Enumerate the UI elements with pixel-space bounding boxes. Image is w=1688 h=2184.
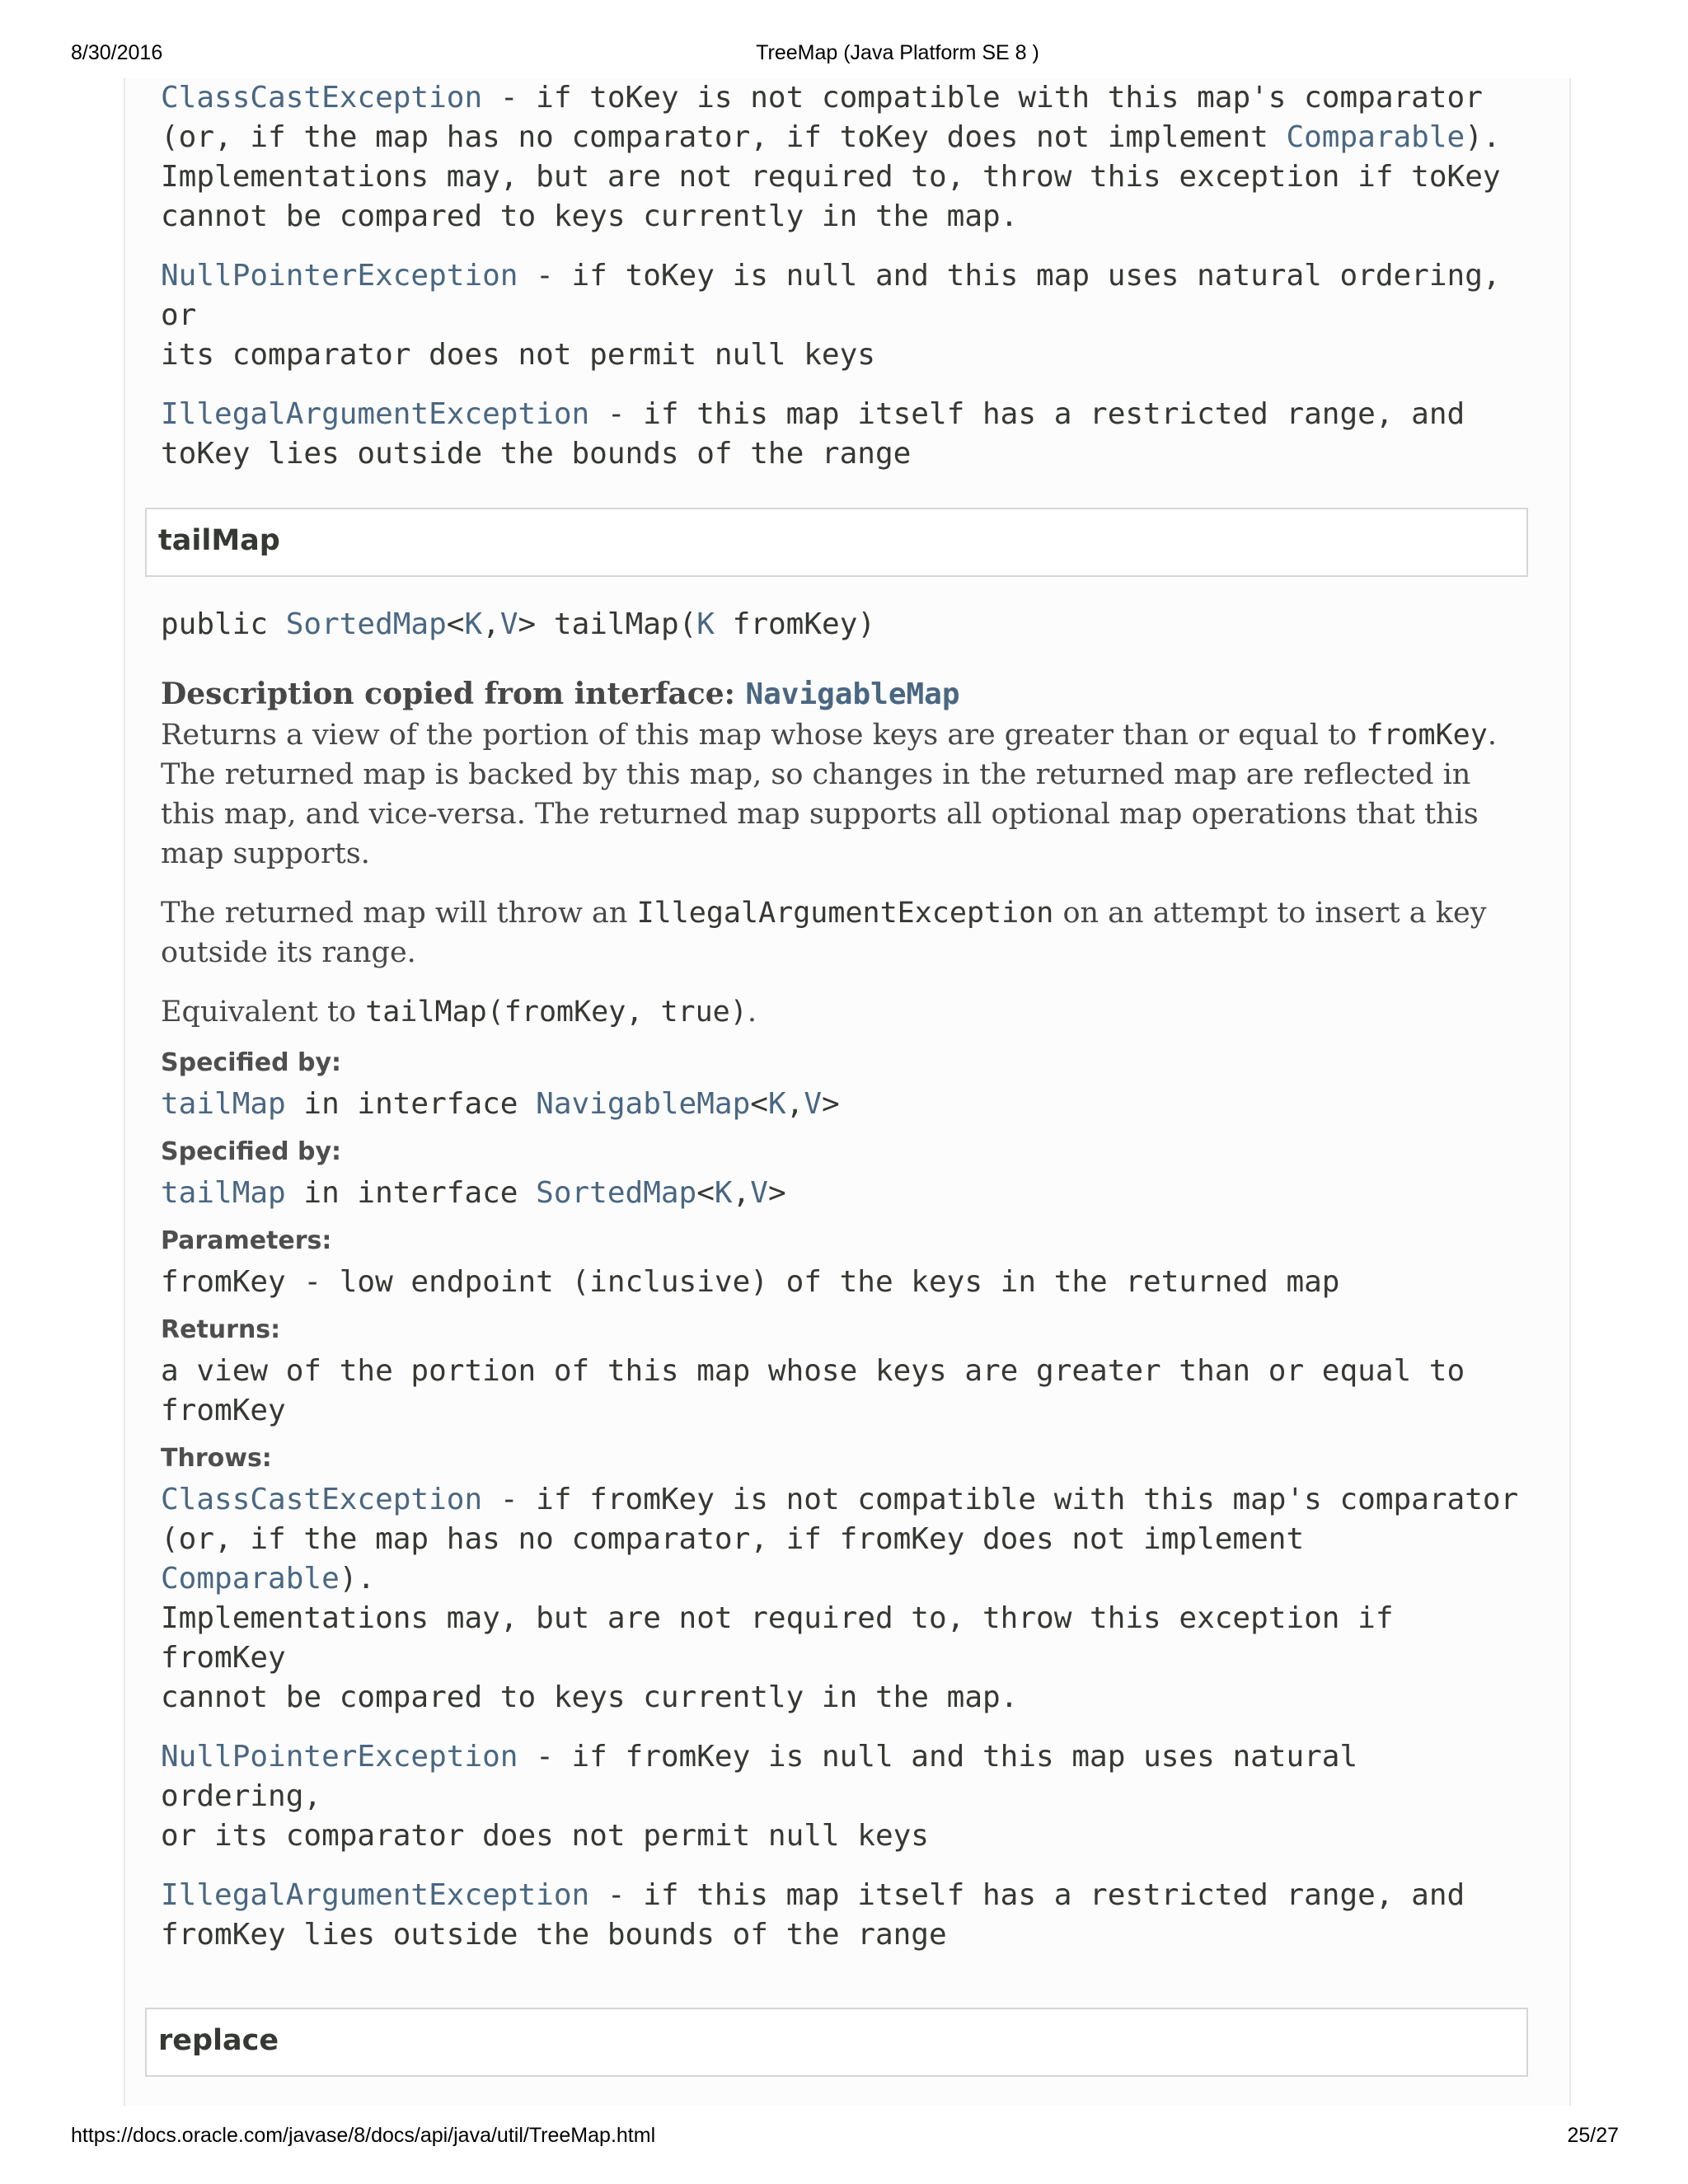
- print-date: 8/30/2016: [71, 41, 163, 64]
- specified-by-label-1: Specified by:: [161, 1048, 342, 1077]
- navigablemap-interface-link[interactable]: NavigableMap: [745, 677, 960, 711]
- returns-label: Returns:: [161, 1315, 281, 1344]
- tailmap-section-header: [145, 508, 1528, 577]
- sortedmap-tailmap-link[interactable]: tailMap: [161, 1176, 286, 1210]
- prev-npe-line-1: NullPointerException - if toKey is null and this map uses natural ordering, or: [161, 259, 1501, 332]
- cce-line-1: ClassCastException - if fromKey is not compatible with this map's comparator: [161, 1483, 1519, 1516]
- class-cast-exception-link[interactable]: ClassCastException: [161, 81, 483, 115]
- parameter-fromkey: fromKey - low endpoint (inclusive) of the keys in the returned map: [161, 1265, 1340, 1299]
- throws-label: Throws:: [161, 1444, 272, 1473]
- npe-line-1: NullPointerException - if fromKey is null and this map uses natural ordering,: [161, 1740, 1358, 1813]
- illegal-argument-exception-link[interactable]: IllegalArgumentException: [161, 397, 590, 431]
- navigablemap-v-link[interactable]: V: [804, 1087, 822, 1121]
- cce-line-4: cannot be compared to keys currently in the map.: [161, 1680, 1019, 1714]
- prev-cce-line-1: ClassCastException - if toKey is not compatible with this map's comparator: [161, 81, 1483, 115]
- tailmap-illegal-argument-exception-link[interactable]: IllegalArgumentException: [161, 1878, 590, 1912]
- prev-cce-line-4: cannot be compared to keys currently in the map.: [161, 199, 1019, 233]
- navigablemap-link[interactable]: NavigableMap: [536, 1087, 751, 1121]
- print-url: https://docs.oracle.com/javase/8/docs/api/java/util/TreeMap.html: [71, 2124, 656, 2147]
- param-type-k-link[interactable]: K: [696, 607, 715, 641]
- tailmap-heading: tailMap: [158, 524, 280, 557]
- prev-cce-line-2: (or, if the map has no comparator, if toKey does not implement Comparable).: [161, 120, 1501, 154]
- description-heading: Description copied from interface: NavigableMap: [161, 677, 960, 711]
- tailmap-signature: public SortedMap<K,V> tailMap(K fromKey): [161, 607, 876, 641]
- sortedmap-interface-link[interactable]: SortedMap: [536, 1176, 697, 1210]
- tailmap-null-pointer-exception-link[interactable]: NullPointerException: [161, 1740, 518, 1774]
- specified-by-sortedmap: tailMap in interface SortedMap<K,V>: [161, 1176, 786, 1210]
- prev-iae-line-1: IllegalArgumentException - if this map itself has a restricted range, and: [161, 397, 1465, 431]
- specified-by-navigablemap: tailMap in interface NavigableMap<K,V>: [161, 1087, 840, 1121]
- iae-line-1: IllegalArgumentException - if this map itself has a restricted range, and: [161, 1878, 1465, 1912]
- type-param-v-link[interactable]: V: [499, 607, 518, 641]
- tailmap-comparable-link[interactable]: Comparable: [161, 1562, 340, 1596]
- prev-cce-line-3: Implementations may, but are not required to, throw this exception if toKey: [161, 160, 1501, 194]
- iae-line-2: fromKey lies outside the bounds of the range: [161, 1918, 947, 1952]
- throws-list: [161, 1480, 1529, 1955]
- description-paragraph-1: Returns a view of the portion of this map whose keys are greater than or equal to fromKey. The returned map is backed by this map, so changes in the returned map are reflected in this map, and vice-versa. The returned map supports all optional map operations that this map supports.: [161, 719, 1497, 870]
- replace-section-header: [145, 2008, 1528, 2077]
- specified-by-label-2: Specified by:: [161, 1137, 342, 1166]
- replace-heading: replace: [158, 2024, 279, 2057]
- returns-description: a view of the portion of this map whose keys are greater than or equal to fromKey: [161, 1354, 1465, 1427]
- navigablemap-tailmap-link[interactable]: tailMap: [161, 1087, 286, 1121]
- prev-npe-line-2: its comparator does not permit null keys: [161, 338, 875, 372]
- npe-line-2: or its comparator does not permit null keys: [161, 1819, 929, 1853]
- sortedmap-v-link[interactable]: V: [750, 1176, 768, 1210]
- cce-line-3: Implementations may, but are not required to, throw this exception if fromKey: [161, 1601, 1394, 1675]
- description-paragraph-3: Equivalent to tailMap(fromKey, true).: [161, 996, 757, 1029]
- navigablemap-k-link[interactable]: K: [767, 1087, 786, 1121]
- tailmap-class-cast-exception-link[interactable]: ClassCastException: [161, 1483, 483, 1516]
- prev-throws-block: [161, 78, 1529, 474]
- tailmap-description: [161, 673, 1529, 1955]
- sortedmap-k-link[interactable]: K: [714, 1176, 733, 1210]
- sortedmap-link[interactable]: SortedMap: [285, 607, 447, 641]
- null-pointer-exception-link[interactable]: NullPointerException: [161, 259, 518, 293]
- comparable-link[interactable]: Comparable: [1286, 120, 1465, 154]
- description-paragraph-2: The returned map will throw an IllegalArgumentException on an attempt to insert a key outside its range.: [161, 897, 1487, 969]
- type-param-k-link[interactable]: K: [464, 607, 483, 641]
- print-page-number: 25/27: [1567, 2124, 1619, 2147]
- cce-line-2: (or, if the map has no comparator, if fromKey does not implement Comparable).: [161, 1522, 1305, 1596]
- print-title: TreeMap (Java Platform SE 8 ): [756, 41, 1039, 64]
- prev-iae-line-2: toKey lies outside the bounds of the range: [161, 437, 912, 471]
- parameters-label: Parameters:: [161, 1226, 332, 1255]
